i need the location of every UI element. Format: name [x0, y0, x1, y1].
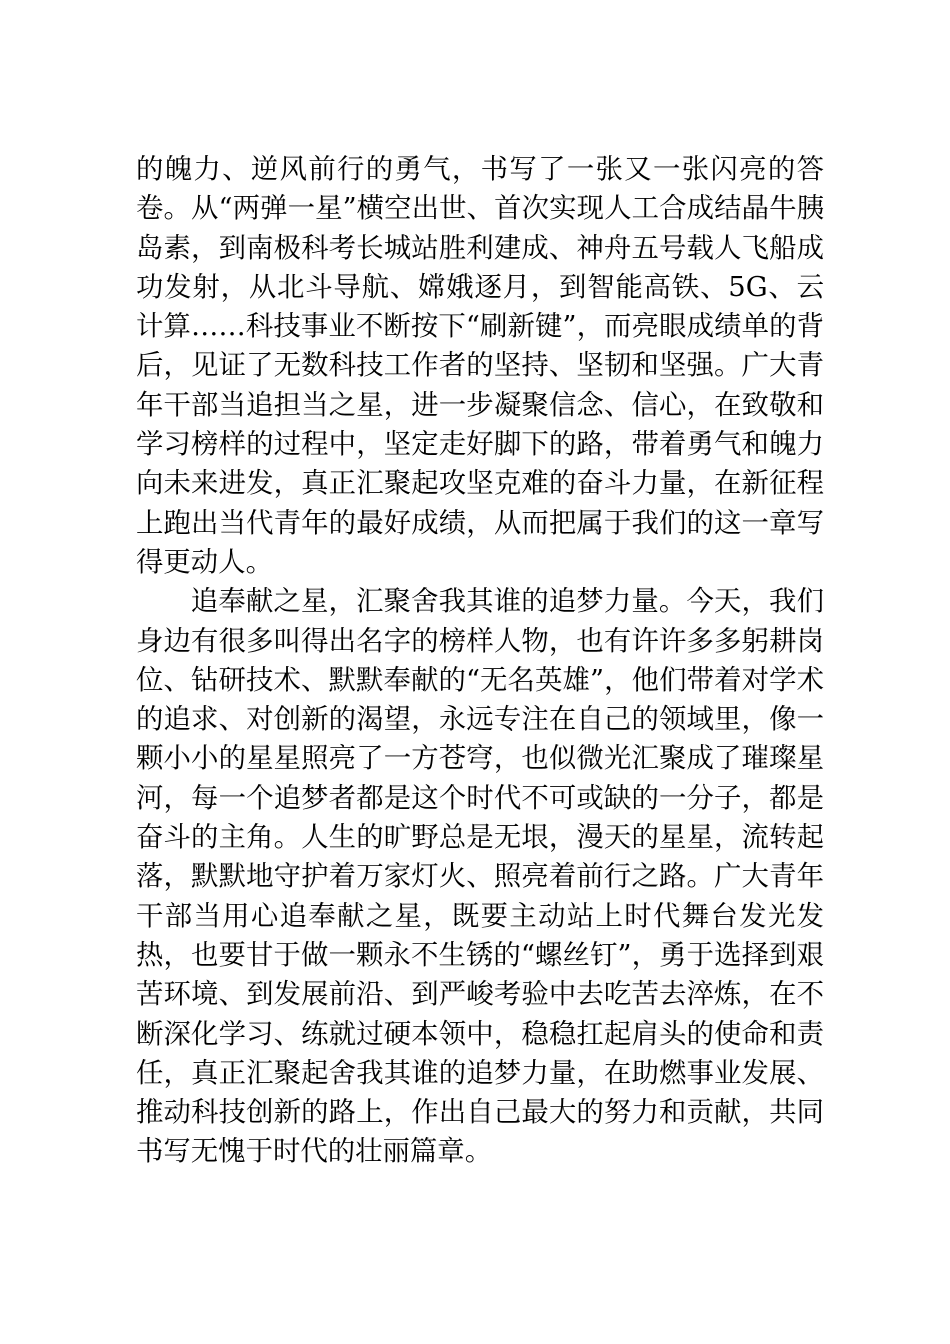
paragraph-continuation: 的魄力、逆风前行的勇气，书写了一张又一张闪亮的答卷。从“两弹一星”横空出世、首次实现人工合成结晶牛胰岛素，到南极科考长城站胜利建成、神舟五号载人飞船成功发射，从北斗导航、嫦娥逐月，到智能高铁、5G、云计算……科技事业不断按下“刷新键”，而亮眼成绩单的背后，见证了无数科技工作者的坚持、坚韧和坚强。广大青年干部当追担当之星，进一步凝聚信念、信心，在致敬和学习榜样的过程中，坚定走好脚下的路，带着勇气和魄力向未来进发，真正汇聚起攻坚克难的奋斗力量，在新征程上跑出当代青年的最好成绩，从而把属于我们的这一章写得更动人。 [136, 154, 824, 578]
paragraph-dedication-star: 追奉献之星，汇聚舍我其谁的追梦力量。今天，我们身边有很多叫得出名字的榜样人物，也有许许多多躬耕岗位、钻研技术、默默奉献的“无名英雄”，他们带着对学术的追求、对创新的渴望，永远专注在自己的领域里，像一颗小小的星星照亮了一方苍穹，也似微光汇聚成了璀璨星河，每一个追梦者都是这个时代不可或缺的一分子，都是奋斗的主角。人生的旷野总是无垠，漫天的星星，流转起落，默默地守护着万家灯火、照亮着前行之路。广大青年干部当用心追奉献之星，既要主动站上时代舞台发光发热，也要甘于做一颗永不生锈的“螺丝钉”，勇于选择到艰苦环境、到发展前沿、到严峻考验中去吃苦去淬炼，在不断深化学习、练就过硬本领中，稳稳扛起肩头的使命和责任，真正汇聚起舍我其谁的追梦力量，在助燃事业发展、推动科技创新的路上，作出自己最大的努力和贡献，共同书写无愧于时代的壮丽篇章。 [136, 586, 824, 1168]
body-text [136, 150, 824, 1172]
